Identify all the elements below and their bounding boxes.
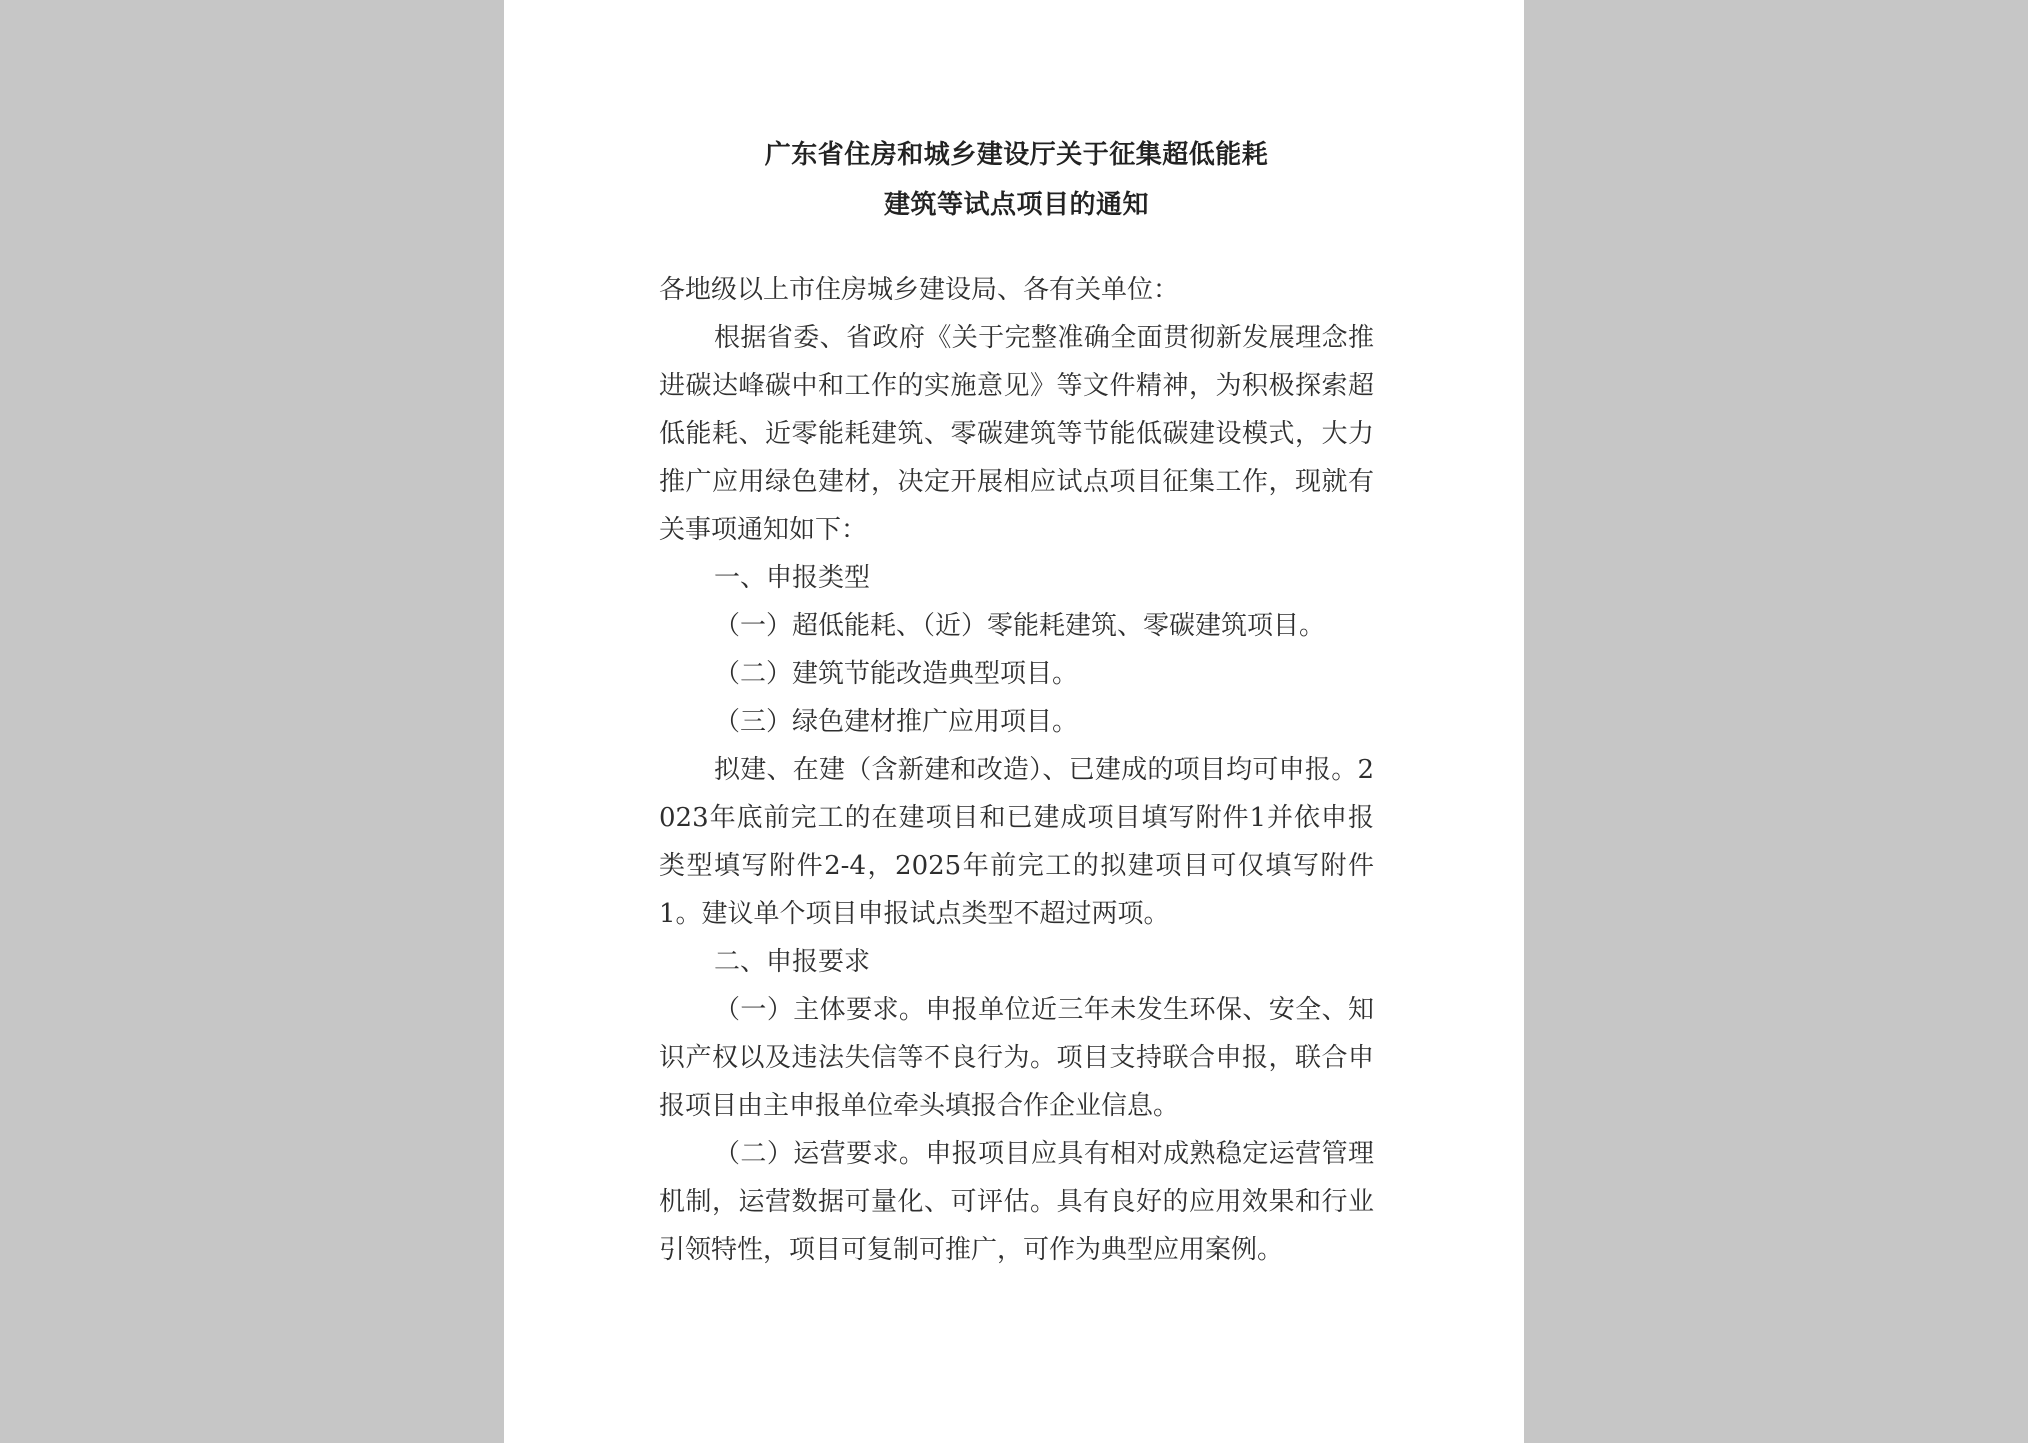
section-heading-2: 二、申报要求 [714, 947, 871, 977]
document-title [659, 130, 1374, 230]
section-1-note: 拟建、在建（含新建和改造）、已建成的项目均可申报。2023年底前完工的在建项目和已建成项目填写附件1并依申报类型填写附件2-4，2025年前完工的拟建项目可仅填写附件1。建议单个项目申报试点类型不超过两项。 [659, 755, 1374, 929]
section-2-item-2: （二）运营要求。申报项目应具有相对成熟稳定运营管理机制，运营数据可量化、可评估。具有良好的应用效果和行业引领特性，项目可复制可推广，可作为典型应用案例。 [659, 1139, 1374, 1265]
document-page [504, 0, 1524, 1443]
title-line-1: 广东省住房和城乡建设厅关于征集超低能耗 [764, 140, 1269, 170]
salutation: 各地级以上市住房城乡建设局、各有关单位： [659, 275, 1180, 305]
title-line-2: 建筑等试点项目的通知 [883, 190, 1149, 220]
section-2-item-1: （一）主体要求。申报单位近三年未发生环保、安全、知识产权以及违法失信等不良行为。项目支持联合申报，联合申报项目由主申报单位牵头填报合作企业信息。 [659, 995, 1374, 1121]
section-heading-1: 一、申报类型 [714, 563, 871, 593]
intro-paragraph: 根据省委、省政府《关于完整准确全面贯彻新发展理念推进碳达峰碳中和工作的实施意见》等文件精神，为积极探索超低能耗、近零能耗建筑、零碳建筑等节能低碳建设模式，大力推广应用绿色建材，决定开展相应试点项目征集工作，现就有关事项通知如下： [659, 323, 1374, 545]
section-1-item-3: （三）绿色建材推广应用项目。 [714, 707, 1079, 737]
document-content [659, 130, 1374, 1274]
section-1-item-1: （一）超低能耗、（近）零能耗建筑、零碳建筑项目。 [714, 611, 1326, 641]
section-1-item-2: （二）建筑节能改造典型项目。 [714, 659, 1079, 689]
